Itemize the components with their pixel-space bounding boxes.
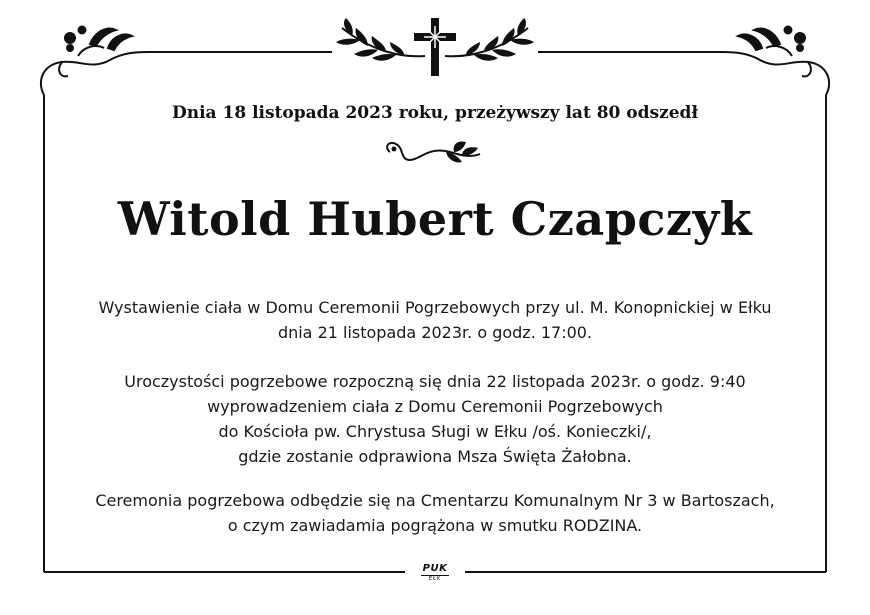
cross-with-laurel-icon [336, 18, 534, 76]
logo-line-2: EŁK [421, 575, 449, 582]
paragraph-line: dnia 21 listopada 2023r. o godz. 17:00. [277, 323, 593, 342]
paragraph-line: gdzie zostanie odprawiona Msza Święta Żałobna. [238, 447, 632, 466]
death-announcement-intro: Dnia 18 listopada 2023 roku, przeżywszy lat 80 odszedł [172, 103, 698, 123]
floral-corner-ornament-icon [722, 27, 829, 96]
paragraph-line: Wystawienie ciała w Domu Ceremonii Pogrzebowych przy ul. M. Konopnickiej w Ełku [98, 298, 772, 317]
paragraph-line: Ceremonia pogrzebowa odbędzie się na Cmentarzu Komunalnym Nr 3 w Bartoszach, [95, 491, 775, 510]
paragraph-line: wyprowadzeniem ciała z Domu Ceremonii Pogrzebowych [207, 397, 663, 416]
paragraph-line: o czym zawiadamia pogrążona w smutku RODZINA. [227, 516, 643, 535]
logo-line-1: PUK [422, 563, 448, 574]
funeral-mass-paragraph [0, 369, 870, 469]
viewing-paragraph [0, 295, 870, 345]
swirl-leaf-ornament-icon [387, 141, 480, 162]
deceased-name: Witold Hubert Czapczyk [117, 192, 753, 246]
burial-paragraph [0, 488, 870, 538]
paragraph-line: Uroczystości pogrzebowe rozpoczną się dnia 22 listopada 2023r. o godz. 9:40 [124, 372, 746, 391]
puk-elk-logo [415, 564, 455, 582]
paragraph-line: do Kościoła pw. Chrystusa Sługi w Ełku /oś. Konieczki/, [218, 422, 652, 441]
floral-corner-ornament-icon [41, 27, 148, 96]
